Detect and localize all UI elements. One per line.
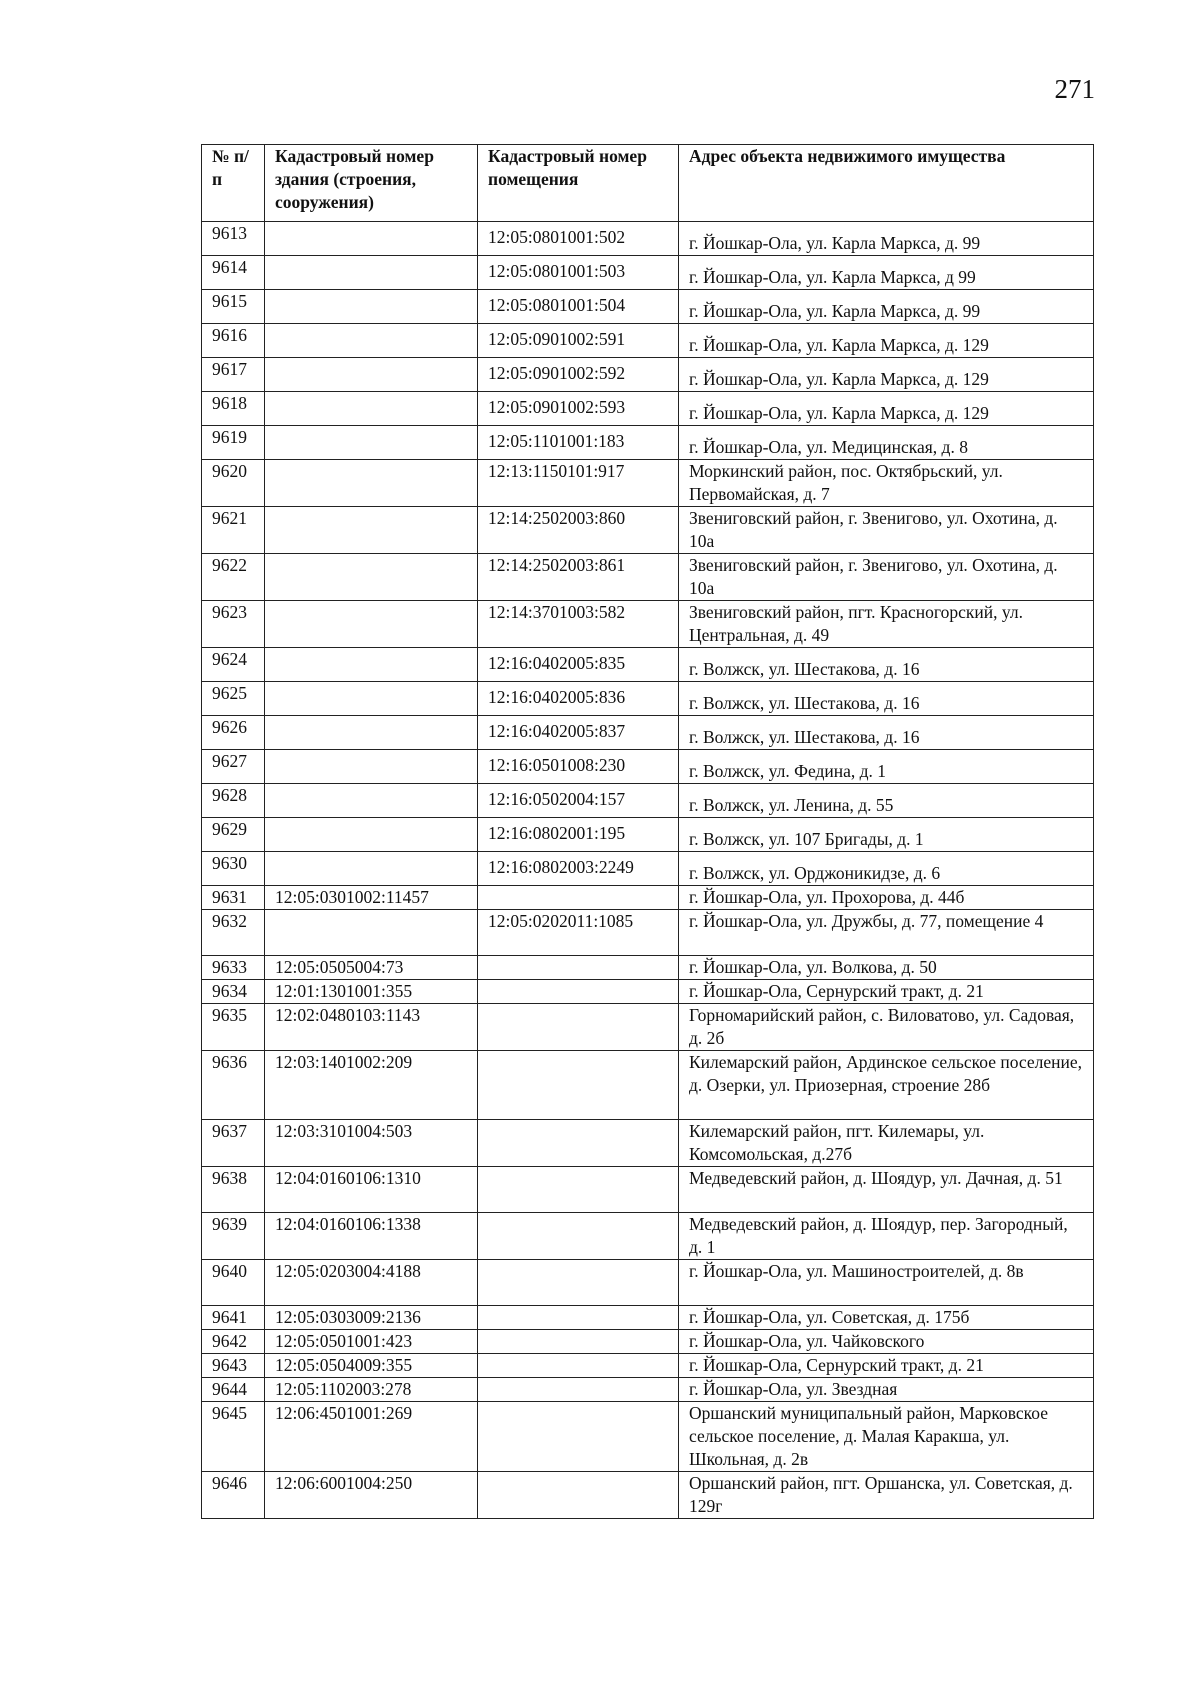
table-row: [202, 1378, 1094, 1402]
address-cell: г. Йошкар-Ола, ул. Карла Маркса, д. 129: [679, 324, 1094, 358]
building-cadastral-cell: 12:05:1102003:278: [265, 1378, 478, 1402]
table-row: [202, 886, 1094, 910]
room-cadastral-cell: 12:13:1150101:917: [478, 460, 679, 507]
table-row: [202, 1213, 1094, 1260]
row-number-cell: 9613: [202, 222, 265, 256]
room-cadastral-cell: 12:05:0801001:503: [478, 256, 679, 290]
property-registry-table: [201, 144, 1094, 1519]
room-cadastral-cell: 12:05:1101001:183: [478, 426, 679, 460]
table-row: [202, 1306, 1094, 1330]
row-number-cell: 9639: [202, 1213, 265, 1260]
row-number-cell: 9641: [202, 1306, 265, 1330]
table-row: [202, 1167, 1094, 1213]
building-cadastral-cell: [265, 358, 478, 392]
header-address: Адрес объекта недвижимого имущества: [679, 145, 1094, 222]
address-cell: г. Йошкар-Ола, ул. Дружбы, д. 77, помещение 4: [679, 910, 1094, 956]
building-cadastral-cell: [265, 324, 478, 358]
table-row: [202, 980, 1094, 1004]
building-cadastral-cell: 12:05:0203004:4188: [265, 1260, 478, 1306]
table-row: [202, 910, 1094, 956]
table-row: [202, 716, 1094, 750]
building-cadastral-cell: [265, 716, 478, 750]
row-number-cell: 9624: [202, 648, 265, 682]
room-cadastral-cell: 12:05:0901002:591: [478, 324, 679, 358]
address-cell: Оршанский район, пгт. Оршанска, ул. Советская, д. 129г: [679, 1472, 1094, 1519]
row-number-cell: 9633: [202, 956, 265, 980]
room-cadastral-cell: [478, 956, 679, 980]
table-header-row: [202, 145, 1094, 222]
room-cadastral-cell: 12:16:0402005:835: [478, 648, 679, 682]
building-cadastral-cell: [265, 750, 478, 784]
building-cadastral-cell: [265, 682, 478, 716]
room-cadastral-cell: [478, 1260, 679, 1306]
row-number-cell: 9637: [202, 1120, 265, 1167]
address-cell: г. Йошкар-Ола, ул. Медицинская, д. 8: [679, 426, 1094, 460]
row-number-cell: 9619: [202, 426, 265, 460]
address-cell: Килемарский район, Ардинское сельское поселение, д. Озерки, ул. Приозерная, строение 28б: [679, 1051, 1094, 1120]
row-number-cell: 9645: [202, 1402, 265, 1472]
row-number-cell: 9625: [202, 682, 265, 716]
table-body: [202, 222, 1094, 1519]
table-row: [202, 1402, 1094, 1472]
row-number-cell: 9629: [202, 818, 265, 852]
row-number-cell: 9643: [202, 1354, 265, 1378]
building-cadastral-cell: 12:05:0301002:11457: [265, 886, 478, 910]
address-cell: Горномарийский район, с. Виловатово, ул. Садовая, д. 2б: [679, 1004, 1094, 1051]
room-cadastral-cell: [478, 1354, 679, 1378]
table-row: [202, 818, 1094, 852]
table-row: [202, 682, 1094, 716]
row-number-cell: 9615: [202, 290, 265, 324]
room-cadastral-cell: 12:14:3701003:582: [478, 601, 679, 648]
table-row: [202, 956, 1094, 980]
room-cadastral-cell: 12:05:0901002:593: [478, 392, 679, 426]
building-cadastral-cell: [265, 392, 478, 426]
row-number-cell: 9626: [202, 716, 265, 750]
building-cadastral-cell: 12:04:0160106:1338: [265, 1213, 478, 1260]
row-number-cell: 9627: [202, 750, 265, 784]
building-cadastral-cell: [265, 460, 478, 507]
address-cell: г. Йошкар-Ола, Сернурский тракт, д. 21: [679, 980, 1094, 1004]
building-cadastral-cell: [265, 222, 478, 256]
table-row: [202, 648, 1094, 682]
room-cadastral-cell: 12:05:0801001:504: [478, 290, 679, 324]
row-number-cell: 9628: [202, 784, 265, 818]
table-row: [202, 256, 1094, 290]
row-number-cell: 9620: [202, 460, 265, 507]
table-row: [202, 1472, 1094, 1519]
building-cadastral-cell: [265, 290, 478, 324]
row-number-cell: 9642: [202, 1330, 265, 1354]
address-cell: г. Йошкар-Ола, ул. Карла Маркса, д. 129: [679, 358, 1094, 392]
room-cadastral-cell: 12:16:0402005:837: [478, 716, 679, 750]
table-row: [202, 750, 1094, 784]
table-row: [202, 1051, 1094, 1120]
row-number-cell: 9638: [202, 1167, 265, 1213]
room-cadastral-cell: 12:05:0801001:502: [478, 222, 679, 256]
building-cadastral-cell: 12:05:0505004:73: [265, 956, 478, 980]
row-number-cell: 9614: [202, 256, 265, 290]
room-cadastral-cell: [478, 1472, 679, 1519]
address-cell: г. Йошкар-Ола, ул. Волкова, д. 50: [679, 956, 1094, 980]
building-cadastral-cell: 12:06:4501001:269: [265, 1402, 478, 1472]
row-number-cell: 9630: [202, 852, 265, 886]
room-cadastral-cell: 12:05:0202011:1085: [478, 910, 679, 956]
header-number: № п/п: [202, 145, 265, 222]
room-cadastral-cell: [478, 1213, 679, 1260]
address-cell: г. Йошкар-Ола, ул. Карла Маркса, д 99: [679, 256, 1094, 290]
row-number-cell: 9632: [202, 910, 265, 956]
building-cadastral-cell: 12:06:6001004:250: [265, 1472, 478, 1519]
room-cadastral-cell: 12:16:0502004:157: [478, 784, 679, 818]
address-cell: г. Йошкар-Ола, ул. Звездная: [679, 1378, 1094, 1402]
room-cadastral-cell: 12:16:0802001:195: [478, 818, 679, 852]
row-number-cell: 9644: [202, 1378, 265, 1402]
table-row: [202, 1354, 1094, 1378]
building-cadastral-cell: 12:05:0501001:423: [265, 1330, 478, 1354]
table-row: [202, 601, 1094, 648]
row-number-cell: 9636: [202, 1051, 265, 1120]
row-number-cell: 9646: [202, 1472, 265, 1519]
address-cell: г. Волжск, ул. 107 Бригады, д. 1: [679, 818, 1094, 852]
room-cadastral-cell: 12:16:0802003:2249: [478, 852, 679, 886]
building-cadastral-cell: 12:04:0160106:1310: [265, 1167, 478, 1213]
table-row: [202, 358, 1094, 392]
address-cell: г. Волжск, ул. Федина, д. 1: [679, 750, 1094, 784]
row-number-cell: 9634: [202, 980, 265, 1004]
address-cell: г. Йошкар-Ола, ул. Прохорова, д. 44б: [679, 886, 1094, 910]
address-cell: г. Йошкар-Ола, ул. Карла Маркса, д. 99: [679, 290, 1094, 324]
table-row: [202, 784, 1094, 818]
address-cell: Звениговский район, г. Звенигово, ул. Охотина, д. 10а: [679, 554, 1094, 601]
room-cadastral-cell: 12:14:2502003:861: [478, 554, 679, 601]
building-cadastral-cell: 12:05:0303009:2136: [265, 1306, 478, 1330]
building-cadastral-cell: 12:01:1301001:355: [265, 980, 478, 1004]
building-cadastral-cell: 12:05:0504009:355: [265, 1354, 478, 1378]
address-cell: Звениговский район, пгт. Красногорский, ул. Центральная, д. 49: [679, 601, 1094, 648]
building-cadastral-cell: [265, 910, 478, 956]
address-cell: г. Волжск, ул. Шестакова, д. 16: [679, 648, 1094, 682]
row-number-cell: 9635: [202, 1004, 265, 1051]
building-cadastral-cell: [265, 507, 478, 554]
building-cadastral-cell: [265, 554, 478, 601]
building-cadastral-cell: [265, 648, 478, 682]
room-cadastral-cell: [478, 1167, 679, 1213]
building-cadastral-cell: 12:02:0480103:1143: [265, 1004, 478, 1051]
room-cadastral-cell: [478, 886, 679, 910]
header-building-cadastral: Кадастровый номер здания (строения, сооружения): [265, 145, 478, 222]
address-cell: Моркинский район, пос. Октябрьский, ул. Первомайская, д. 7: [679, 460, 1094, 507]
building-cadastral-cell: [265, 256, 478, 290]
row-number-cell: 9616: [202, 324, 265, 358]
table-row: [202, 852, 1094, 886]
building-cadastral-cell: [265, 784, 478, 818]
address-cell: г. Волжск, ул. Орджоникидзе, д. 6: [679, 852, 1094, 886]
room-cadastral-cell: [478, 1120, 679, 1167]
row-number-cell: 9631: [202, 886, 265, 910]
table-row: [202, 222, 1094, 256]
row-number-cell: 9621: [202, 507, 265, 554]
table-row: [202, 554, 1094, 601]
address-cell: Медведевский район, д. Шоядур, ул. Дачная, д. 51: [679, 1167, 1094, 1213]
page-number: 271: [1054, 74, 1095, 104]
building-cadastral-cell: [265, 852, 478, 886]
address-cell: г. Йошкар-Ола, ул. Чайковского: [679, 1330, 1094, 1354]
address-cell: г. Волжск, ул. Шестакова, д. 16: [679, 682, 1094, 716]
header-room-cadastral: Кадастровый номер помещения: [478, 145, 679, 222]
address-cell: г. Йошкар-Ола, ул. Советская, д. 175б: [679, 1306, 1094, 1330]
building-cadastral-cell: 12:03:1401002:209: [265, 1051, 478, 1120]
row-number-cell: 9640: [202, 1260, 265, 1306]
address-cell: г. Волжск, ул. Ленина, д. 55: [679, 784, 1094, 818]
address-cell: г. Йошкар-Ола, Сернурский тракт, д. 21: [679, 1354, 1094, 1378]
room-cadastral-cell: 12:05:0901002:592: [478, 358, 679, 392]
building-cadastral-cell: [265, 426, 478, 460]
row-number-cell: 9622: [202, 554, 265, 601]
table-row: [202, 1120, 1094, 1167]
room-cadastral-cell: [478, 1004, 679, 1051]
room-cadastral-cell: [478, 1330, 679, 1354]
room-cadastral-cell: [478, 980, 679, 1004]
row-number-cell: 9623: [202, 601, 265, 648]
room-cadastral-cell: [478, 1402, 679, 1472]
table-row: [202, 426, 1094, 460]
table-row: [202, 1330, 1094, 1354]
table-row: [202, 1004, 1094, 1051]
address-cell: Килемарский район, пгт. Килемары, ул. Комсомольская, д.27б: [679, 1120, 1094, 1167]
table-row: [202, 1260, 1094, 1306]
address-cell: г. Йошкар-Ола, ул. Карла Маркса, д. 99: [679, 222, 1094, 256]
room-cadastral-cell: 12:16:0501008:230: [478, 750, 679, 784]
table-row: [202, 324, 1094, 358]
building-cadastral-cell: [265, 818, 478, 852]
row-number-cell: 9617: [202, 358, 265, 392]
address-cell: г. Волжск, ул. Шестакова, д. 16: [679, 716, 1094, 750]
room-cadastral-cell: 12:16:0402005:836: [478, 682, 679, 716]
table-row: [202, 507, 1094, 554]
row-number-cell: 9618: [202, 392, 265, 426]
room-cadastral-cell: [478, 1306, 679, 1330]
room-cadastral-cell: 12:14:2502003:860: [478, 507, 679, 554]
address-cell: Звениговский район, г. Звенигово, ул. Охотина, д. 10а: [679, 507, 1094, 554]
address-cell: Медведевский район, д. Шоядур, пер. Загородный, д. 1: [679, 1213, 1094, 1260]
building-cadastral-cell: [265, 601, 478, 648]
room-cadastral-cell: [478, 1051, 679, 1120]
table-row: [202, 290, 1094, 324]
address-cell: Оршанский муниципальный район, Марковское сельское поселение, д. Малая Каракша, ул. Школьная, д. 2в: [679, 1402, 1094, 1472]
table-row: [202, 392, 1094, 426]
table-row: [202, 460, 1094, 507]
address-cell: г. Йошкар-Ола, ул. Машиностроителей, д. 8в: [679, 1260, 1094, 1306]
room-cadastral-cell: [478, 1378, 679, 1402]
building-cadastral-cell: 12:03:3101004:503: [265, 1120, 478, 1167]
address-cell: г. Йошкар-Ола, ул. Карла Маркса, д. 129: [679, 392, 1094, 426]
